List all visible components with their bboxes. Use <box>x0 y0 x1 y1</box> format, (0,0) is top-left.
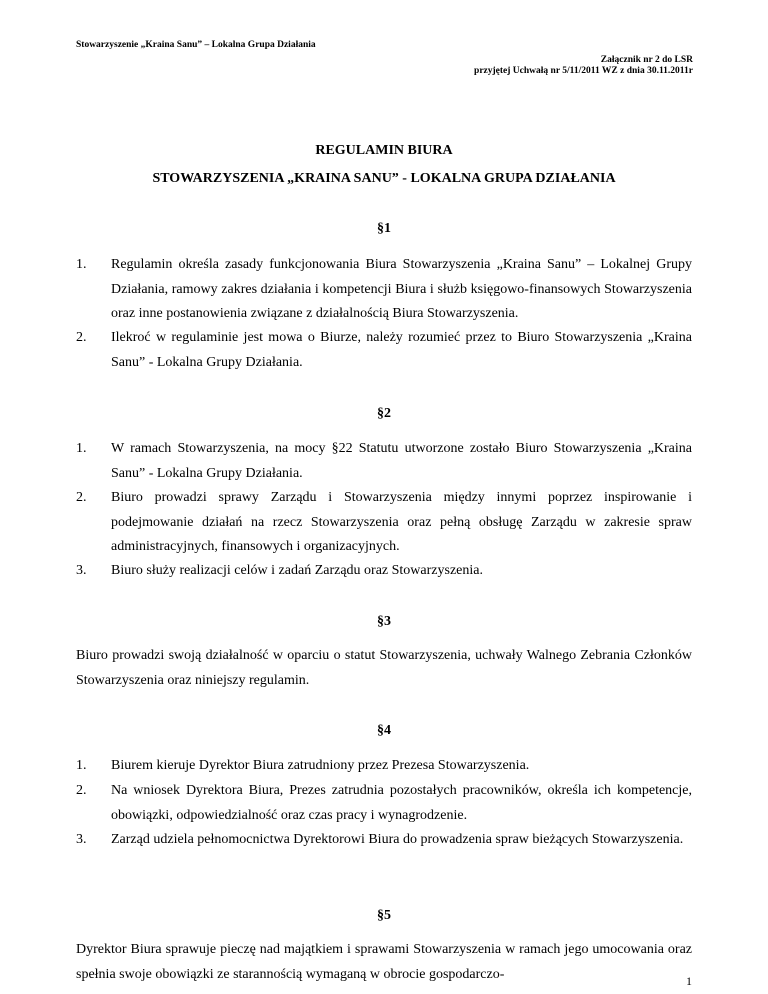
header-left: Stowarzyszenie „Kraina Sanu” – Lokalna Grupa Działania <box>76 40 316 50</box>
item-text: Biuro prowadzi sprawy Zarządu i Stowarzyszenia między innymi poprzez inspirowanie i podejmowanie działań na rzecz Stowarzyszenia oraz pełną obsługę Zarządu w zakresie spraw administracyjnych, finansowych i organizacyjnych. <box>111 490 692 554</box>
item-number: 1. <box>76 441 87 456</box>
header-resolution: przyjętej Uchwałą nr 5/11/2011 WZ z dnia 30.11.2011r <box>474 66 693 76</box>
section-paragraph: Dyrektor Biura sprawuje pieczę nad majątkiem i sprawami Stowarzyszenia w ramach jego umocowania oraz spełnia swoje obowiązki ze starannością wymaganą w obrocie gospodarczo- <box>76 942 692 982</box>
item-number: 1. <box>76 257 87 272</box>
section-heading-3: §3 <box>377 614 391 629</box>
item-number: 2. <box>76 490 87 505</box>
list-item <box>76 828 692 853</box>
item-number: 3. <box>76 832 87 847</box>
list-item <box>76 326 692 375</box>
list-item <box>76 486 692 560</box>
item-text: W ramach Stowarzyszenia, na mocy §22 Statutu utworzone zostało Biuro Stowarzyszenia „Kraina Sanu” - Lokalna Grupy Działania. <box>111 441 692 481</box>
header-attachment: Załącznik nr 2 do LSR <box>600 55 693 65</box>
item-text: Ilekroć w regulaminie jest mowa o Biurze, należy rozumieć przez to Biuro Stowarzyszenia „Kraina Sanu” - Lokalna Grupy Działania. <box>111 330 692 370</box>
item-number: 2. <box>76 783 87 798</box>
section-paragraph: Biuro prowadzi swoją działalność w oparciu o statut Stowarzyszenia, uchwały Walnego Zebrania Członków Stowarzyszenia oraz niniejszy regulamin. <box>76 648 692 688</box>
list-item <box>76 754 692 779</box>
section-heading-5: §5 <box>377 908 391 923</box>
section-heading-2: §2 <box>377 406 391 421</box>
header-right <box>474 55 693 77</box>
item-number: 2. <box>76 330 87 345</box>
item-text: Biurem kieruje Dyrektor Biura zatrudniony przez Prezesa Stowarzyszenia. <box>111 758 530 773</box>
item-number: 3. <box>76 563 87 578</box>
item-text: Biuro służy realizacji celów i zadań Zarządu oraz Stowarzyszenia. <box>111 563 483 578</box>
list-item <box>76 779 692 828</box>
list-item <box>76 559 692 584</box>
page-number: 1 <box>686 974 692 988</box>
item-number: 1. <box>76 758 87 773</box>
document-subtitle: STOWARZYSZENIA „KRAINA SANU” - LOKALNA GRUPA DZIAŁANIA <box>152 171 616 186</box>
section-heading-4: §4 <box>377 723 391 738</box>
item-text: Regulamin określa zasady funkcjonowania Biura Stowarzyszenia „Kraina Sanu” – Lokalnej Grupy Działania, ramowy zakres działania i kompetencji Biura i służb księgowo-finansowych Stowarzyszenia oraz inne postanowienia związane z działalnością Biura Stowarzyszenia. <box>111 257 692 321</box>
item-text: Na wniosek Dyrektora Biura, Prezes zatrudnia pozostałych pracowników, określa ich kompetencje, obowiązki, odpowiedzialność oraz czas pracy i wynagrodzenie. <box>111 783 692 823</box>
document-title: REGULAMIN BIURA <box>315 143 453 158</box>
list-item <box>76 253 692 327</box>
section-heading-1: §1 <box>377 221 391 236</box>
item-text: Zarząd udziela pełnomocnictwa Dyrektorowi Biura do prowadzenia spraw bieżących Stowarzyszenia. <box>111 832 684 847</box>
list-item <box>76 437 692 486</box>
